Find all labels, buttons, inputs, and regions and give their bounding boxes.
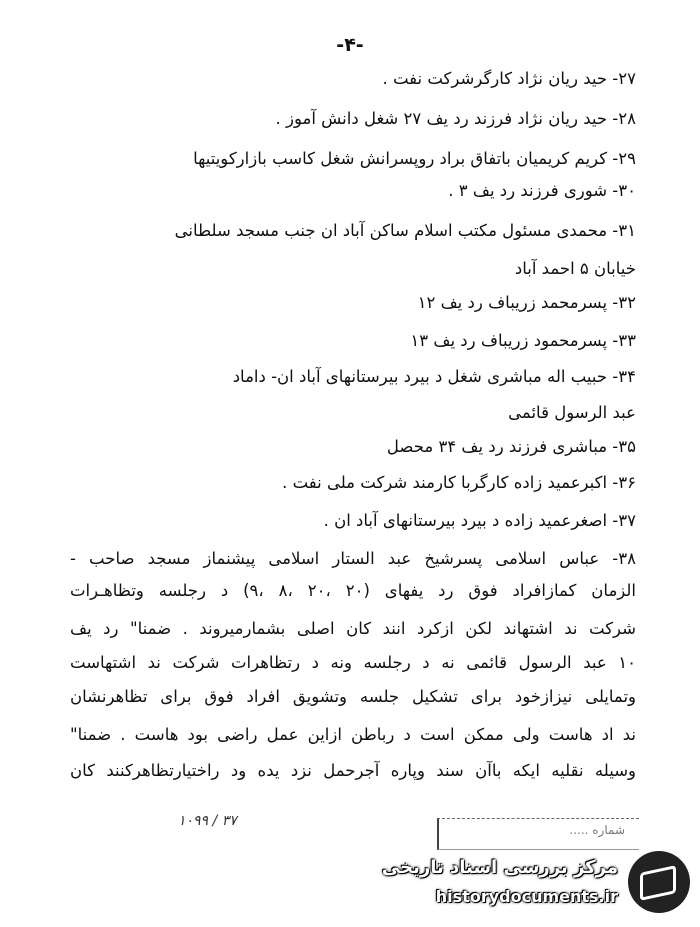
archive-logo-icon — [628, 851, 690, 913]
text-line: ۳۳- پسرمحمود زریباف رد یف ۱۳ — [410, 331, 636, 350]
text-line: وسیله نقلیه ایکه باآن سند وپاره آجرحمل نزد یده ود راختیارتظاهرکنند کان — [70, 761, 636, 780]
text-line: الزمان کمازافراد فوق رد یفهای (۲۰ ،۲۰ ،۸ ،۹) د رجلسه وتظاهـرات — [70, 581, 636, 600]
watermark-url: historydocuments.ir — [435, 887, 618, 906]
text-line: ۳۷- اصغرعمید زاده د بیرد بیرستانهای آباد ان . — [323, 511, 636, 530]
watermark — [381, 849, 690, 919]
text-line: ۳۴- حبیب اله مباشری شغل د بیرد بیرستانهای آباد ان- داماد — [232, 367, 636, 386]
stamp-text: شماره ..... — [569, 823, 625, 837]
page-number: -۴- — [336, 34, 364, 56]
text-line: شرکت ند اشتهاند لکن ازکرد انند کان اصلی بشمارمیروند . ضمنا" رد یف — [70, 619, 636, 638]
text-line: وتمایلی نیزازخود برای تشکیل جلسه وتشویق افراد فوق برای تظاهرنشان — [70, 687, 636, 706]
text-line: خیابان ۵ احمد آباد — [514, 259, 636, 278]
text-line: ۳۰- شوری فرزند رد یف ۳ . — [448, 181, 636, 200]
text-line: ۳۵- مباشری فرزند رد یف ۳۴ محصل — [386, 437, 636, 456]
text-line: ند اد هاست ولی ممکن است د رباطن ازاین عمل راضی بود هاست . ضمنا" — [70, 725, 636, 744]
text-line: ۲۸- حید ریان نژاد فرزند رد یف ۲۷ شغل دانش آموز . — [275, 109, 636, 128]
text-line: ۲۷- حید ریان نژاد کارگرشرکت نفت . — [382, 69, 636, 88]
text-line: ۳۸- عباس اسلامی پسرشیخ عبد الستار اسلامی پیشنماز مسجد صاحب - — [70, 549, 636, 568]
handwritten-note: ۱۰۹۹ / ۳۷ — [178, 813, 237, 829]
text-line: عبد الرسول قائمی — [508, 403, 636, 422]
text-line: ۱۰ عبد الرسول قائمی نه د رجلسه ونه د رتظاهرات شرکت ند اشتهاست — [70, 653, 636, 672]
text-line: ۳۲- پسرمحمد زریباف رد یف ۱۲ — [417, 293, 636, 312]
text-line: ۲۹- کریم کریمیان باتفاق براد روپسرانش شغل کاسب بازارکویتیها — [193, 149, 636, 168]
text-line: ۳۱- محمدی مسئول مکتب اسلام ساکن آباد ان جنب مسجد سلطانی — [174, 221, 636, 240]
text-line: ۳۶- اکبرعمید زاده کارگربا کارمند شرکت ملی نفت . — [282, 473, 636, 492]
watermark-title: مرکز بررسی اسناد تاریخی — [381, 857, 618, 878]
